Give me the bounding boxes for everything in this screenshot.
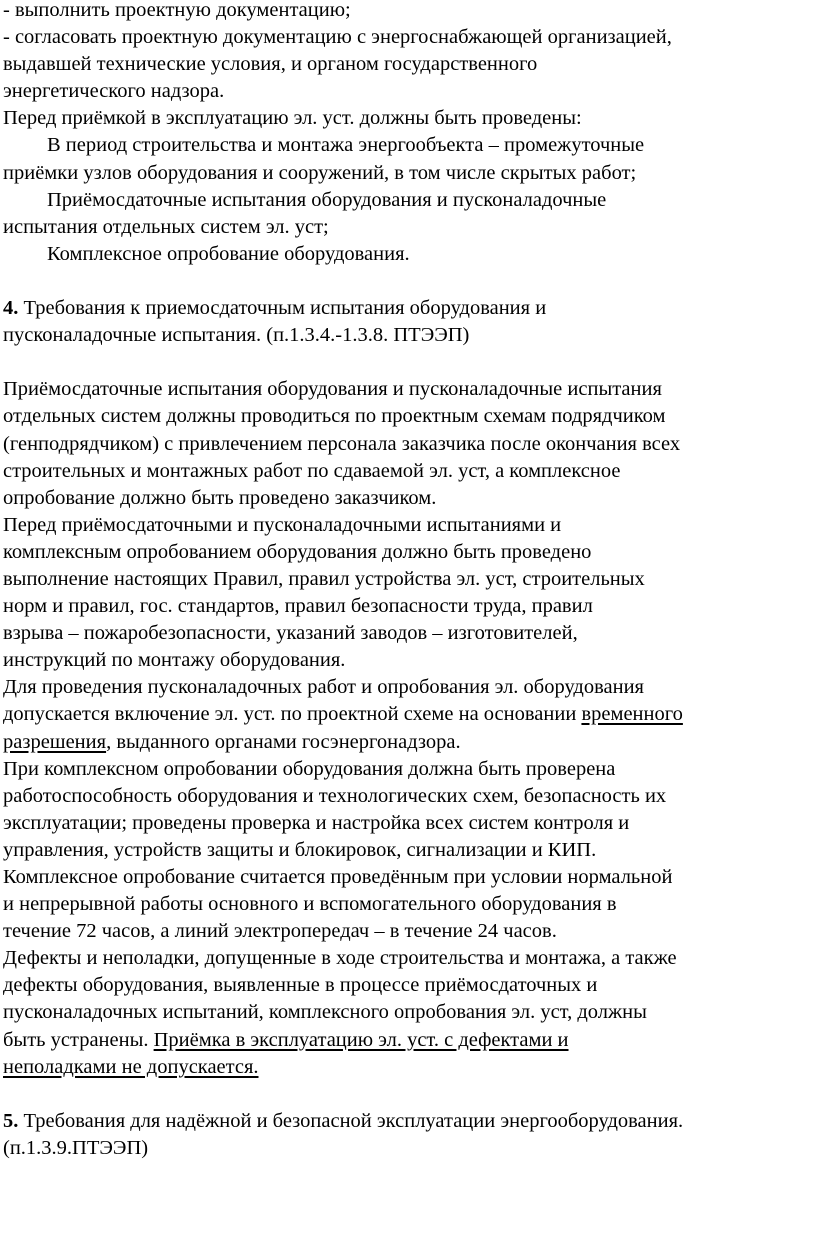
heading-line: пусконаладочные испытания. (п.1.3.4.-1.3.8. ПТЭЭП) [3,324,470,347]
paragraph-temporary-permit [3,674,815,755]
underlined-text: разрешения [3,730,107,753]
text-line: инструкций по монтажу оборудования. [3,649,346,672]
text-line [3,1054,815,1081]
paragraph-acceptance-stages [3,105,815,268]
text-segment: допускается включение эл. уст. по проектной схеме на основании [3,703,582,726]
text-line: выдавшей технические условия, и органом государственного [3,53,538,76]
text-line: Приёмосдаточные испытания оборудования и пусконаладочные [47,188,607,211]
text-line: эксплуатации; проведены проверка и настройка всех систем контроля и [3,811,630,834]
paragraph-complex-testing [3,756,815,864]
paragraph-defects [3,945,815,1080]
underlined-text: Приёмка в эксплуатацию эл. уст. с дефектами и [153,1028,569,1051]
text-line: Перед приёмосдаточными и пусконаладочными испытаниями и [3,513,562,536]
heading-text: Требования для надёжной и безопасной эксплуатации энергооборудования. [18,1109,684,1132]
text-line: комплексным опробованием оборудования должно быть проведено [3,540,592,563]
section-number: 5. [3,1109,19,1132]
text-line: и непрерывной работы основного и вспомогательного оборудования в [3,893,617,916]
paragraph-test-duration [3,864,815,945]
text-line: выполнение настоящих Правил, правил устройства эл. уст, строительных [3,567,645,590]
text-line: энергетического надзора. [3,80,225,103]
text-line: отдельных систем должны проводиться по проектным схемам подрядчиком [3,405,666,428]
heading-line [3,1108,815,1135]
text-line: работоспособность оборудования и технологических схем, безопасность их [3,784,667,807]
text-line: - выполнить проектную документацию; [3,0,351,21]
text-segment: , выданного органами госэнергонадзора. [106,730,461,753]
heading-line [3,295,815,322]
text-line: Комплексное опробование считается проведённым при условии нормальной [3,866,673,888]
text-line: Приёмосдаточные испытания оборудования и пусконаладочные испытания [3,378,662,401]
text-line [3,1027,815,1054]
text-line: При комплексном опробовании оборудования должна быть проверена [3,757,616,780]
paragraph-acceptance-tests [3,376,815,511]
text-line: Для проведения пусконаладочных работ и опробования эл. оборудования [3,676,644,699]
text-line [3,701,815,728]
text-line: пусконаладочных испытаний, комплексного опробования эл. уст, должны [3,1001,647,1024]
heading-text: Требования к приемосдаточным испытания оборудования и [18,297,547,320]
blank-line [3,1081,815,1108]
text-line: норм и правил, гос. стандартов, правил безопасности труда, правил [3,595,593,618]
text-line: строительных и монтажных работ по сдаваемой эл. уст, а комплексное [3,459,621,482]
text-line: испытания отдельных систем эл. уст; [3,215,329,238]
text-segment: быть устранены. [3,1028,154,1051]
text-line: Комплексное опробование оборудования. [47,242,410,265]
section-4-heading [3,295,815,349]
text-line: течение 72 часов, а линий электропередач – в течение 24 часов. [3,920,557,943]
heading-line: (п.1.3.9.ПТЭЭП) [3,1136,149,1159]
text-line: Дефекты и неполадки, допущенные в ходе строительства и монтажа, а также [3,947,677,970]
text-line: - согласовать проектную документацию с энергоснабжающей организацией, [3,26,672,49]
text-line [3,729,815,756]
document-page [3,0,815,1162]
text-line: управления, устройств защиты и блокировок, сигнализации и КИП. [3,838,597,861]
blank-line [3,268,815,295]
paragraph-preparation-steps [3,0,815,105]
text-line: В период строительства и монтажа энергообъекта – промежуточные [47,134,645,157]
text-line: (генподрядчиком) с привлечением персонала заказчика после окончания всех [3,432,681,455]
underlined-text: неполадками не допускается. [3,1055,259,1078]
text-line: Перед приёмкой в эксплуатацию эл. уст. должны быть проведены: [3,107,582,130]
text-line: приёмки узлов оборудования и сооружений, в том числе скрытых работ; [3,161,637,184]
text-line: взрыва – пожаробезопасности, указаний заводов – изготовителей, [3,622,578,645]
text-line: опробование должно быть проведено заказчиком. [3,486,437,509]
section-5-heading [3,1108,815,1162]
blank-line [3,349,815,376]
underlined-text: временного [581,703,683,726]
text-line: дефекты оборудования, выявленные в процессе приёмосдаточных и [3,974,598,997]
paragraph-pretest-requirements [3,512,815,675]
section-number: 4. [3,297,19,320]
